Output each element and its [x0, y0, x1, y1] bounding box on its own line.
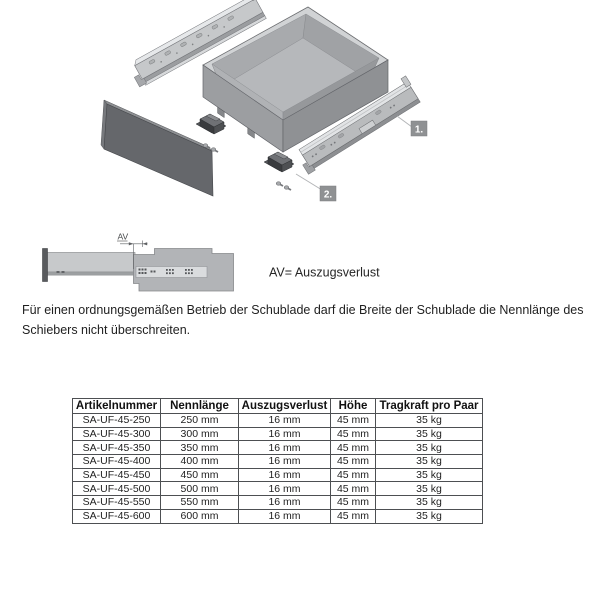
spec-table — [72, 398, 483, 524]
table-cell: 35 kg — [376, 482, 483, 496]
table-cell: SA-UF-45-300 — [73, 427, 161, 441]
av-legend: AV= Auszugsverlust — [269, 265, 380, 280]
table-cell: SA-UF-45-550 — [73, 496, 161, 510]
col-header-hoehe: Höhe — [331, 399, 376, 414]
table-row — [73, 427, 483, 441]
table-cell: 45 mm — [331, 496, 376, 510]
front-bracket — [43, 249, 48, 282]
table-header-row — [73, 399, 483, 414]
col-header-auszugsverlust: Auszugsverlust — [239, 399, 331, 414]
table-cell: 300 mm — [161, 427, 239, 441]
col-header-nennlaenge: Nennlänge — [161, 399, 239, 414]
col-header-artikelnummer: Artikelnummer — [73, 399, 161, 414]
table-cell: 45 mm — [331, 509, 376, 523]
table-cell: 400 mm — [161, 455, 239, 469]
av-dim-label: AV — [117, 232, 129, 242]
screw-icon — [284, 186, 291, 190]
usage-note — [22, 301, 583, 340]
table-row — [73, 441, 483, 455]
table-cell: SA-UF-45-400 — [73, 455, 161, 469]
table-cell: 600 mm — [161, 509, 239, 523]
col-header-tragkraft: Tragkraft pro Paar — [376, 399, 483, 414]
leader-line-2 — [296, 174, 322, 190]
inner-rail — [47, 253, 135, 273]
callout-1-label: 1. — [414, 124, 424, 136]
table-cell: 16 mm — [239, 414, 331, 428]
table-cell: 45 mm — [331, 482, 376, 496]
table-cell: 350 mm — [161, 441, 239, 455]
table-row — [73, 509, 483, 523]
table-cell: SA-UF-45-500 — [73, 482, 161, 496]
front-panel — [101, 100, 213, 196]
table-cell: SA-UF-45-450 — [73, 468, 161, 482]
table-cell: 45 mm — [331, 468, 376, 482]
table-cell: 250 mm — [161, 414, 239, 428]
table-cell: 35 kg — [376, 427, 483, 441]
table-cell: 35 kg — [376, 509, 483, 523]
spec-table-wrap — [72, 398, 483, 524]
table-cell: 35 kg — [376, 441, 483, 455]
screw-icon — [276, 182, 283, 186]
table-cell: 16 mm — [239, 427, 331, 441]
table-row — [73, 414, 483, 428]
table-cell: 35 kg — [376, 455, 483, 469]
table-cell: 16 mm — [239, 482, 331, 496]
usage-note-line2: Schiebers nicht überschreiten. — [22, 322, 191, 337]
table-cell: 16 mm — [239, 496, 331, 510]
table-cell: SA-UF-45-350 — [73, 441, 161, 455]
table-cell: 35 kg — [376, 468, 483, 482]
table-cell: 45 mm — [331, 455, 376, 469]
table-cell: 16 mm — [239, 509, 331, 523]
table-cell: 45 mm — [331, 441, 376, 455]
table-cell: 500 mm — [161, 482, 239, 496]
exploded-view-illustration — [0, 0, 600, 232]
table-row — [73, 455, 483, 469]
table-cell: 35 kg — [376, 414, 483, 428]
table-row — [73, 482, 483, 496]
table-cell: 35 kg — [376, 496, 483, 510]
table-cell: 16 mm — [239, 455, 331, 469]
locking-clip-2 — [264, 152, 294, 172]
outer-rail-slot — [136, 267, 207, 278]
spec-table-body — [73, 414, 483, 524]
leader-line-1 — [397, 116, 412, 127]
table-cell: 450 mm — [161, 468, 239, 482]
table-row — [73, 496, 483, 510]
table-cell: 16 mm — [239, 468, 331, 482]
av-diagram — [0, 232, 600, 302]
table-cell: 45 mm — [331, 414, 376, 428]
locking-clip-1 — [196, 114, 226, 134]
table-row — [73, 468, 483, 482]
table-cell: 550 mm — [161, 496, 239, 510]
usage-note-line1: Für einen ordnungsgemäßen Betrieb der Schublade darf die Breite der Schublade die Nennlänge des — [22, 303, 584, 317]
table-cell: 16 mm — [239, 441, 331, 455]
table-cell: SA-UF-45-250 — [73, 414, 161, 428]
callout-2-label: 2. — [323, 189, 333, 201]
table-cell: 45 mm — [331, 427, 376, 441]
table-cell: SA-UF-45-600 — [73, 509, 161, 523]
